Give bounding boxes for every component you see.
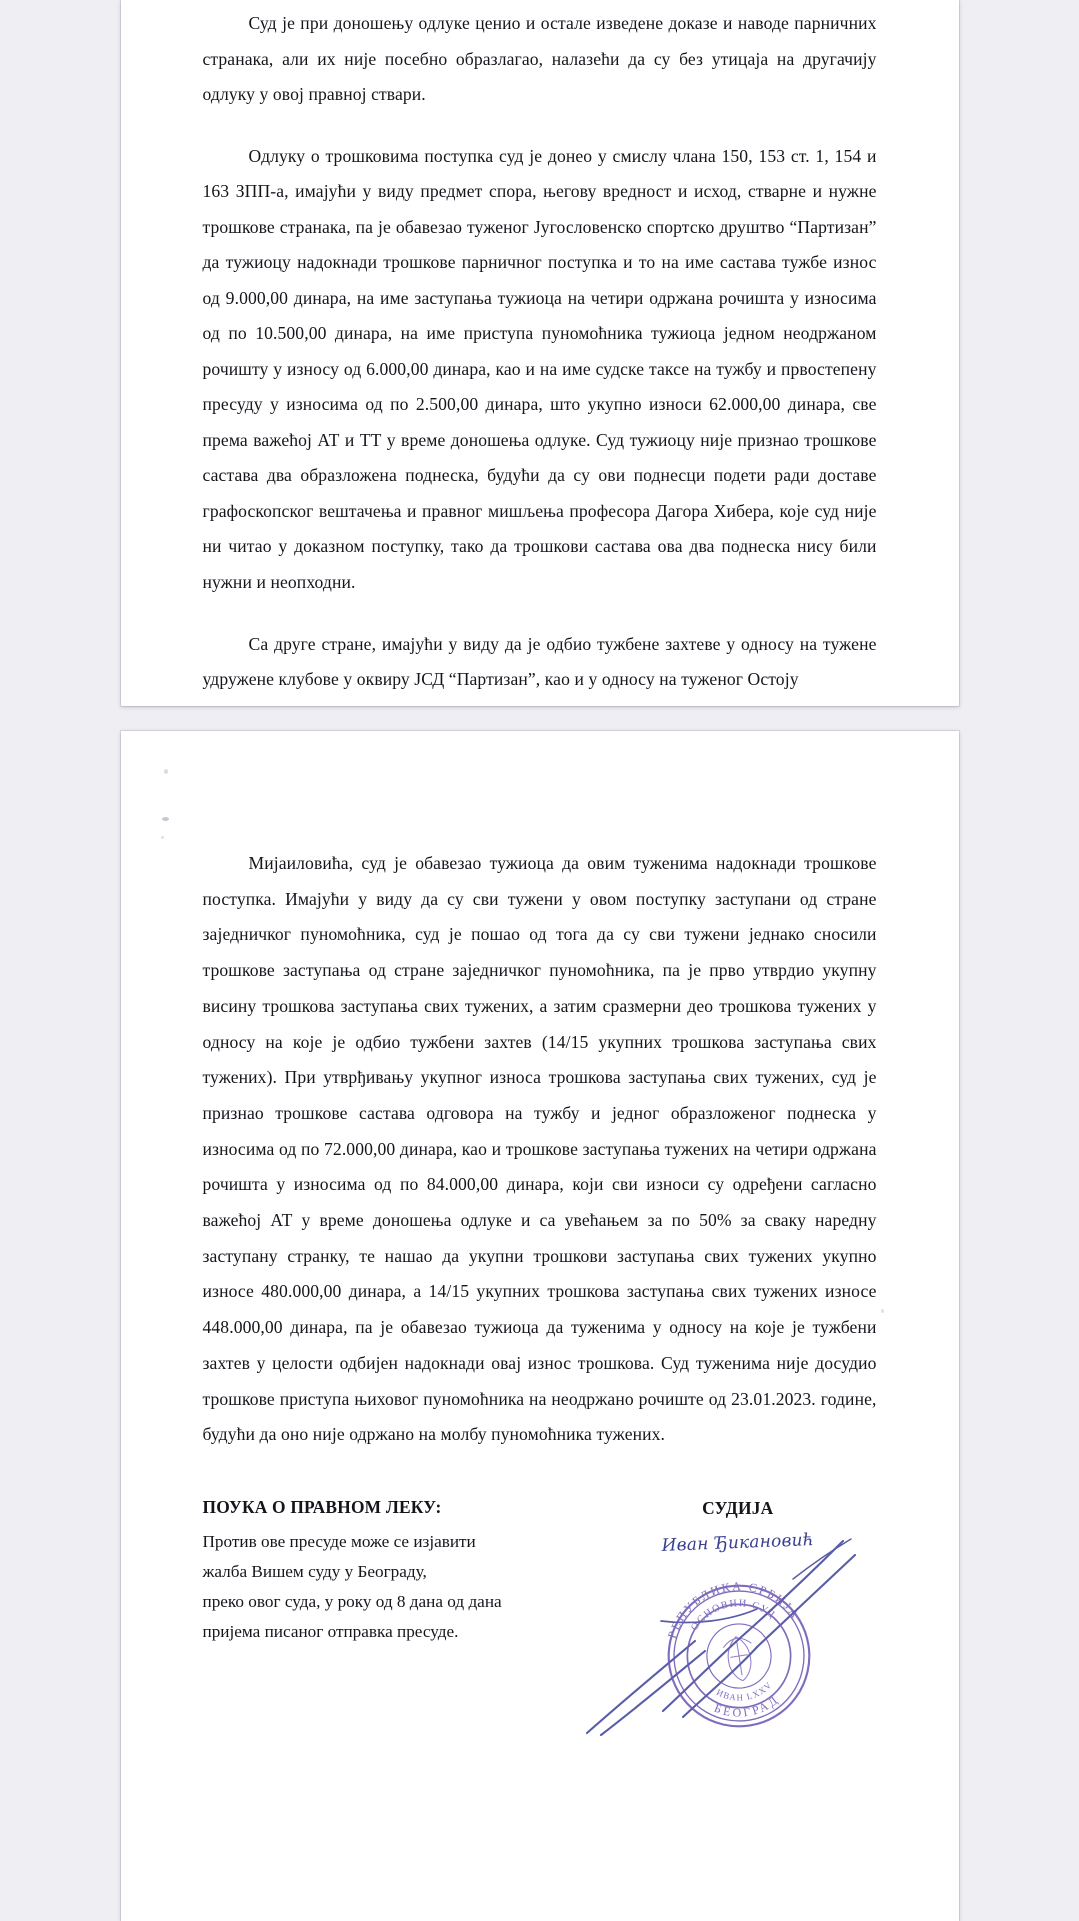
legal-remedy-line: пријема писаног отправка пресуде. [202,1621,459,1641]
legal-remedy-line: Против ове пресуде може се изјавити [202,1531,476,1551]
legal-remedy-line: жалба Вишем суду у Београду, [202,1561,427,1581]
scan-artifact [164,769,168,774]
paragraph: Са друге стране, имајући у виду да је одбио тужбене захтеве у односу на тужене удружене клубове у оквиру ЈСД “Партизан”, као и у односу на туженог Остоју [202,633,877,690]
svg-text:ОСНОВНИ СУД: ОСНОВНИ СУД [688,1597,777,1633]
legal-remedy-heading: ПОУКА О ПРАВНОМ ЛЕКУ: [202,1496,442,1517]
svg-text:БЕОГРАД: БЕОГРАД [711,1691,782,1720]
page-55-content [121,731,959,1737]
document-page-55 [121,731,959,1921]
page-54-content [121,0,959,748]
svg-text:ИВАН LXXV: ИВАН LXXV [714,1679,774,1703]
svg-text:РЕПУБЛИКА СРБИЈА: РЕПУБЛИКА СРБИЈА [664,1578,803,1641]
scan-artifact [881,1309,884,1313]
paragraph: Одлуку о трошковима поступка суд је донео у смислу члана 150, 153 ст. 1, 154 и 163 ЗПП-а, имајући у виду предмет спора, његову вредност и исход, стварне и нужне трошкове странака, па је обавезао туженог Југословенско спортско друштво “Партизан” да тужиоцу надокнади трошкове парничног поступка и то на име састава тужбе износ од 9.000,00 динара, на име заступања тужиоца на четири одржана рочишта у износима од по 10.500,00 динара, на име приступа пуномоћника тужиоца једном неодржаном рочишту у износу од 6.000,00 динара, као и на име судске таксе на тужбу и првостепену пресуду у износима од по 2.500,00 динара, што укупно износи 62.000,00 динара, све према важећој АТ и ТТ у време доношења одлуке. Суд тужиоцу није признао трошкове састава два образложена поднеска, будући да су ови поднесци подети ради доставе графоскопског вештачења и правног мишљења професора Дагора Хибера, које суд није ни читао у доказном поступку, тако да трошкови састава ова два поднеска нису били нужни и неопходни. [202,145,877,592]
legal-remedy-line: преко овог суда, у року од 8 дана од дана [202,1591,502,1611]
scan-artifact [161,836,164,839]
scan-artifact [162,817,169,821]
signature-block [203,1497,877,1737]
legal-remedy-section [203,1497,594,1647]
judge-title: СУДИЈА [702,1497,774,1518]
document-page-54 [121,0,959,706]
paragraph: Мијаиловића, суд је обавезао тужиоца да овим туженима надокнади трошкове поступка. Имајући у виду да су сви тужени у овом поступку заступани од стране заједничког пуномоћника, суд је пошао од тога да су сви тужени једнако сносили трошкове заступања од стране заједничког пуномоћника, па је прво утврдио укупну висину трошкова заступања свих тужених, а затим сразмерни део трошкова тужених у односу на које је одбио тужбени захтев (14/15 укупних трошкова заступања свих тужених). При утврђивању укупног износа трошкова заступања свих тужених, суд је признао трошкове састава одговора на тужбу и једног образложеног поднеска у износима од по 72.000,00 динара, као и трошкове заступања тужених на четири одржана рочишта у износима од по 84.000,00 динара, који сви износи су одређени сагласно важећој АТ у време доношења одлуке и са увећањем за по 50% за сваку наредну заступану странку, те нашао да укупни трошкови заступања свих тужених укупно износе 480.000,00 динара, а 14/15 укупних трошкова заступања свих тужених износе 448.000,00 динара, па је обавезао тужиоца да туженима у односу на које је тужбени захтев у целости одбијен надокнади овај износ трошкова. Суд туженима није досудио трошкове приступа њиховог пуномоћника на неодржано рочиште од 23.01.2023. године, будући да оно није одржано на молбу пуномоћника тужених. [202,853,877,1445]
judge-section [607,1497,877,1556]
judge-signature-name: Иван Ђикановић [661,1530,815,1556]
paragraph: Суд је при доношењу одлуке ценио и остале изведене доказе и наводе парничних странака, али их није посебно образлагао, налазећи да су без утицаја на другачију одлуку у овој правној ствари. [202,13,877,105]
